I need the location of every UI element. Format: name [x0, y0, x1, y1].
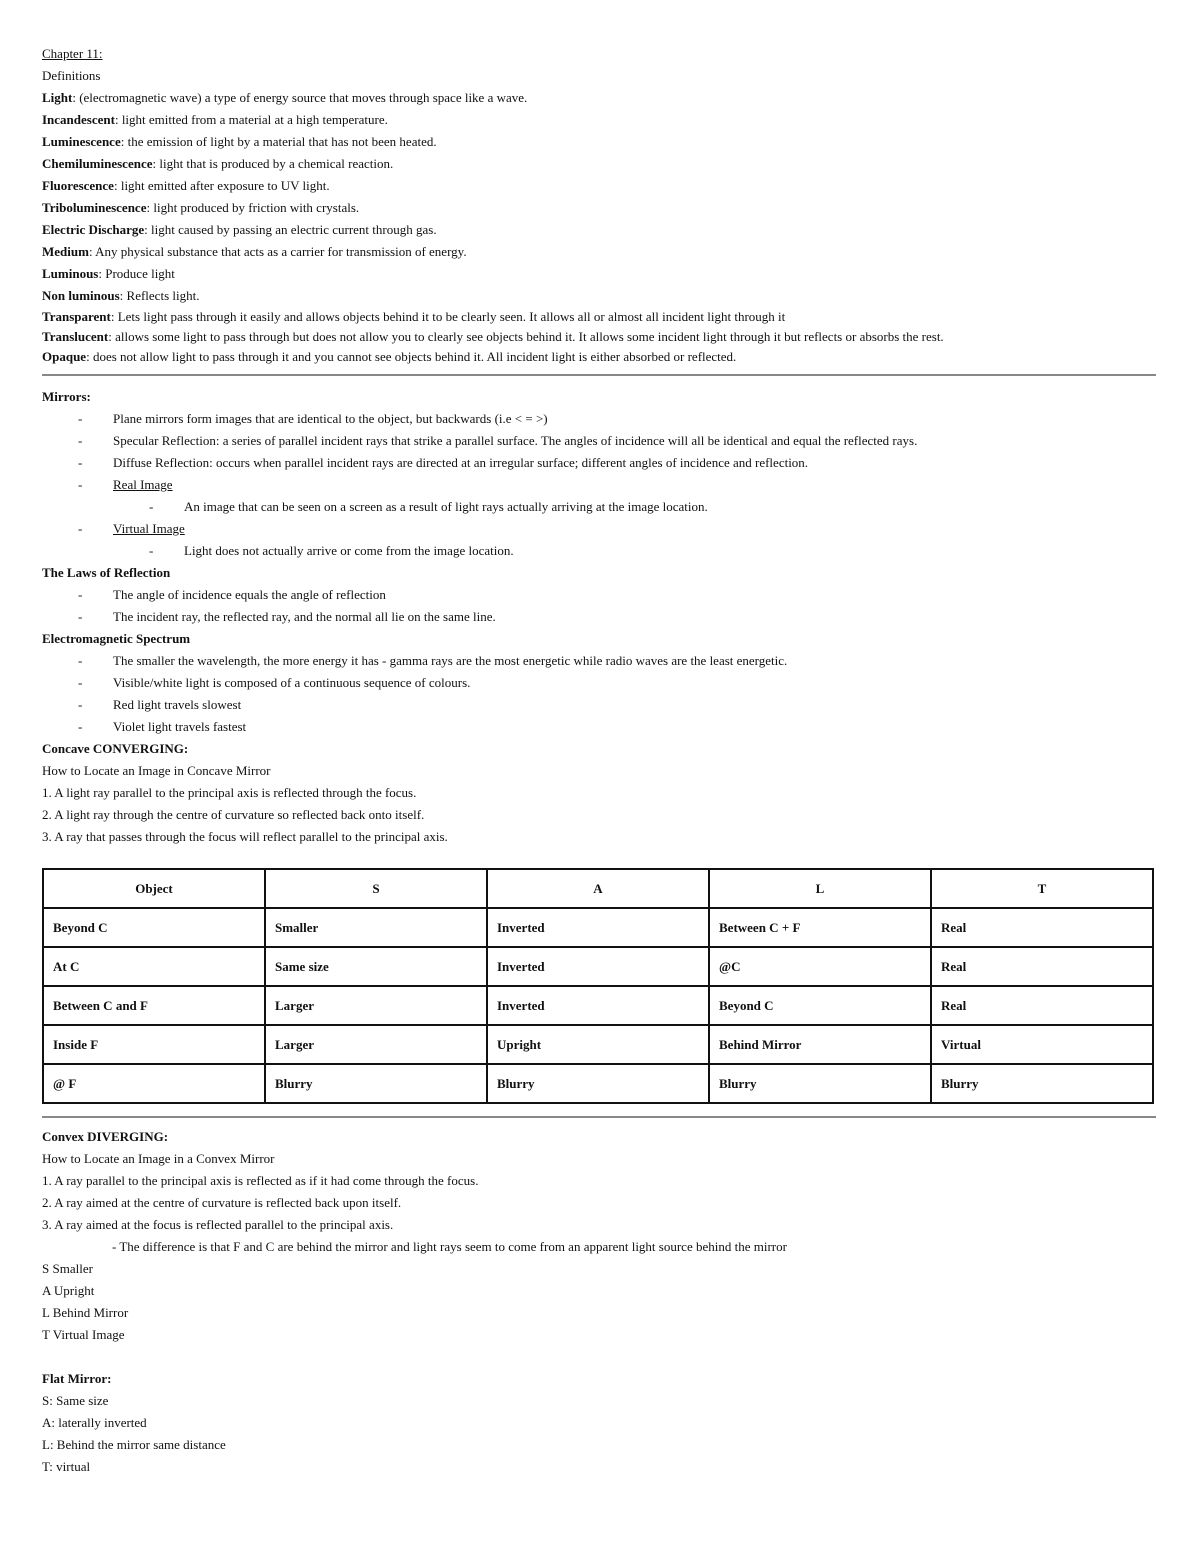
flat-heading: Flat Mirror:: [42, 1371, 112, 1386]
definition-term: Chemiluminescence: [42, 156, 153, 171]
definitions-heading: Definitions: [42, 68, 101, 83]
table-cell: Inverted: [487, 947, 709, 986]
table-cell: Behind Mirror: [709, 1025, 931, 1064]
table-cell: Between C + F: [709, 908, 931, 947]
table-header-cell: L: [709, 869, 931, 908]
table-header-cell: S: [265, 869, 487, 908]
definition-text: : light caused by passing an electric current through gas.: [144, 222, 437, 237]
table-row: [43, 1064, 1153, 1103]
convex-step: 2. A ray aimed at the centre of curvature is reflected back upon itself.: [42, 1195, 402, 1210]
salt-table: [42, 868, 1154, 1104]
real-image-item: - Real Image: [78, 477, 173, 492]
laws-heading: The Laws of Reflection: [42, 565, 171, 580]
mirrors-bullet: - Specular Reflection: a series of parallel incident rays that strike a parallel surface. The angles of incidence will all be identical and equal the reflected rays.: [78, 433, 918, 448]
spectrum-bullet: - Red light travels slowest: [78, 697, 242, 712]
real-image-definition: - An image that can be seen on a screen as a result of light rays actually arriving at the image location.: [149, 499, 708, 514]
definition-text: : light that is produced by a chemical reaction.: [152, 156, 394, 171]
definition-item: [42, 131, 1156, 153]
definition-item: [42, 87, 1156, 109]
table-header-row: [43, 869, 1153, 908]
convex-step: 1. A ray parallel to the principal axis is reflected as if it had come through the focus.: [42, 1173, 479, 1188]
convex-salt-item: A Upright: [42, 1283, 95, 1298]
table-cell: Virtual: [931, 1025, 1153, 1064]
table-cell: Inverted: [487, 986, 709, 1025]
definition-term: Non luminous: [42, 288, 120, 303]
table-header-cell: Object: [43, 869, 265, 908]
concave-heading: Concave CONVERGING:: [42, 741, 189, 756]
concave-subheading: How to Locate an Image in Concave Mirror: [42, 763, 271, 778]
table-cell: Blurry: [931, 1064, 1153, 1103]
definition-term: Medium: [42, 244, 89, 259]
definition-item: [42, 197, 1156, 219]
table-header-cell: T: [931, 869, 1153, 908]
laws-bullet: - The angle of incidence equals the angle of reflection: [78, 587, 386, 602]
table-row: [43, 947, 1153, 986]
definition-item: [42, 327, 1156, 347]
definition-term: Incandescent: [42, 112, 115, 127]
document-page: [42, 43, 1156, 1478]
flat-salt-item: A: laterally inverted: [42, 1415, 147, 1430]
concave-step: 1. A light ray parallel to the principal axis is reflected through the focus.: [42, 785, 417, 800]
spectrum-bullet: - The smaller the wavelength, the more energy it has - gamma rays are the most energetic while radio waves are the least energetic.: [78, 653, 788, 668]
flat-salt-item: T: virtual: [42, 1459, 91, 1474]
table-cell: Real: [931, 908, 1153, 947]
table-cell: Smaller: [265, 908, 487, 947]
definition-term: Luminescence: [42, 134, 121, 149]
definition-item: [42, 241, 1156, 263]
definition-text: : Any physical substance that acts as a carrier for transmission of energy.: [88, 244, 467, 259]
table-cell: Larger: [265, 986, 487, 1025]
definition-term: Luminous: [42, 266, 99, 281]
spectrum-bullet: - Violet light travels fastest: [78, 719, 247, 734]
convex-subheading: How to Locate an Image in a Convex Mirror: [42, 1151, 275, 1166]
table-cell: Beyond C: [709, 986, 931, 1025]
definition-text: : Reflects light.: [119, 288, 200, 303]
flat-salt-item: L: Behind the mirror same distance: [42, 1437, 226, 1452]
definition-text: : light emitted after exposure to UV light.: [113, 178, 330, 193]
definition-term: Opaque: [42, 349, 87, 364]
definitions-list: [42, 87, 1156, 367]
laws-bullet: - The incident ray, the reflected ray, and the normal all lie on the same line.: [78, 609, 496, 624]
definition-item: [42, 219, 1156, 241]
spectrum-heading: Electromagnetic Spectrum: [42, 631, 191, 646]
table-cell: Real: [931, 947, 1153, 986]
definition-item: [42, 109, 1156, 131]
definition-item: [42, 263, 1156, 285]
table-cell: Beyond C: [43, 908, 265, 947]
spectrum-bullet: - Visible/white light is composed of a continuous sequence of colours.: [78, 675, 471, 690]
definition-item: [42, 175, 1156, 197]
table-row: [43, 986, 1153, 1025]
definition-text: : the emission of light by a material that has not been heated.: [120, 134, 437, 149]
definition-term: Transparent: [42, 309, 111, 324]
table-cell: @ F: [43, 1064, 265, 1103]
definition-text: : does not allow light to pass through it and you cannot see objects behind it. All incident light is either absorbed or reflected.: [86, 349, 737, 364]
definition-item: [42, 153, 1156, 175]
virtual-image-definition: - Light does not actually arrive or come from the image location.: [149, 543, 514, 558]
chapter-title: Chapter 11:: [42, 46, 103, 61]
table-cell: At C: [43, 947, 265, 986]
definition-text: : Produce light: [98, 266, 175, 281]
definition-term: Fluorescence: [42, 178, 114, 193]
definition-item: [42, 307, 1156, 327]
table-header-cell: A: [487, 869, 709, 908]
table-cell: Blurry: [487, 1064, 709, 1103]
flat-salt-item: S: Same size: [42, 1393, 109, 1408]
table-cell: Same size: [265, 947, 487, 986]
table-cell: Inside F: [43, 1025, 265, 1064]
convex-salt-item: S Smaller: [42, 1261, 93, 1276]
mirrors-bullet: - Diffuse Reflection: occurs when parallel incident rays are directed at an irregular surface; different angles of incidence and reflection.: [78, 455, 809, 470]
definition-term: Triboluminescence: [42, 200, 147, 215]
table-cell: Blurry: [265, 1064, 487, 1103]
virtual-image-item: - Virtual Image: [78, 521, 185, 536]
table-cell: Inverted: [487, 908, 709, 947]
definition-term: Electric Discharge: [42, 222, 145, 237]
section-divider: [42, 1116, 1156, 1118]
definition-text: : light produced by friction with crystals.: [146, 200, 360, 215]
convex-note: - The difference is that F and C are behind the mirror and light rays seem to come from an apparent light source behind the mirror: [112, 1239, 787, 1254]
convex-salt-item: T Virtual Image: [42, 1327, 125, 1342]
table-cell: @C: [709, 947, 931, 986]
definition-item: [42, 347, 1156, 367]
definition-term: Translucent: [42, 329, 109, 344]
table-cell: Between C and F: [43, 986, 265, 1025]
table-cell: Upright: [487, 1025, 709, 1064]
spacer: [42, 1346, 1156, 1368]
section-divider: [42, 374, 1156, 376]
convex-heading: Convex DIVERGING:: [42, 1129, 169, 1144]
table-row: [43, 1025, 1153, 1064]
convex-salt-item: L Behind Mirror: [42, 1305, 129, 1320]
definition-text: : Lets light pass through it easily and allows objects behind it to be clearly seen. It allows all or almost all incident light through it: [110, 309, 786, 324]
table-cell: Blurry: [709, 1064, 931, 1103]
convex-step: 3. A ray aimed at the focus is reflected parallel to the principal axis.: [42, 1217, 394, 1232]
concave-step: 2. A light ray through the centre of curvature so reflected back onto itself.: [42, 807, 425, 822]
definition-text: : allows some light to pass through but does not allow you to clearly see objects behind it. It allows some incident light through it but reflects or absorbs the rest.: [108, 329, 944, 344]
mirrors-bullet: - Plane mirrors form images that are identical to the object, but backwards (i.e < = >): [78, 411, 548, 426]
definition-item: [42, 285, 1156, 307]
table-row: [43, 908, 1153, 947]
table-cell: Larger: [265, 1025, 487, 1064]
concave-step: 3. A ray that passes through the focus will reflect parallel to the principal axis.: [42, 829, 448, 844]
definition-term: Light: [42, 90, 73, 105]
mirrors-heading: Mirrors:: [42, 389, 91, 404]
table-cell: Real: [931, 986, 1153, 1025]
definition-text: : (electromagnetic wave) a type of energy source that moves through space like a wave.: [72, 90, 528, 105]
definition-text: : light emitted from a material at a high temperature.: [114, 112, 388, 127]
